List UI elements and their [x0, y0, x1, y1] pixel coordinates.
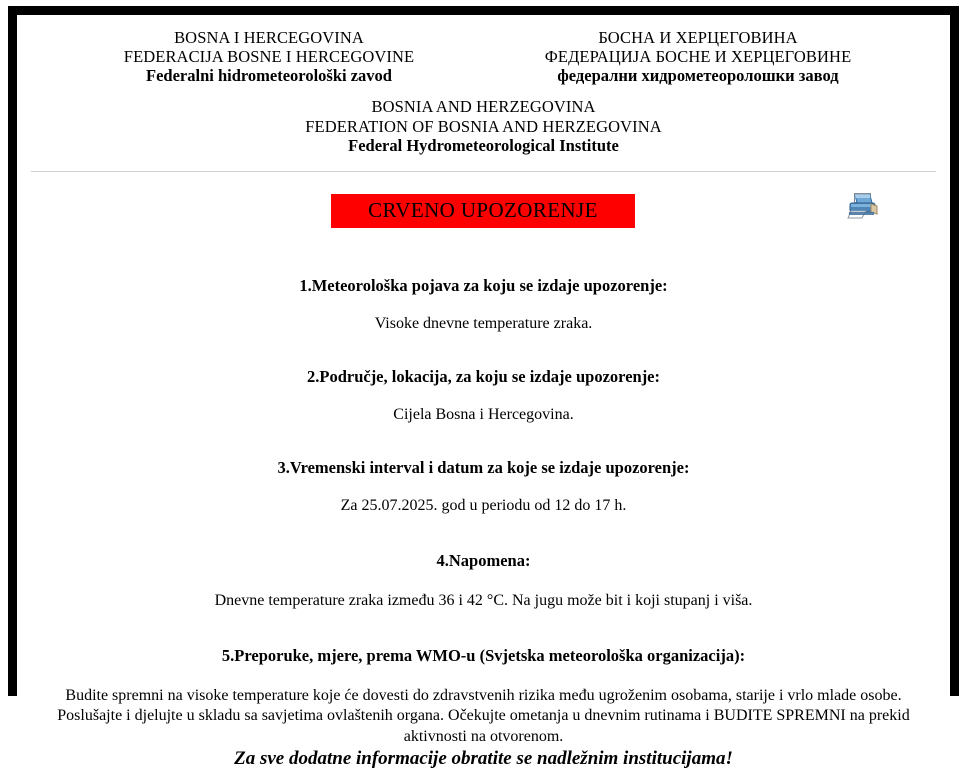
closing-statement: Za sve dodatne informacije obratite se nadležnim institucijama! — [234, 747, 733, 769]
section-5-body: Budite spremni na visoke temperature koje će dovesti do zdravstvenih rizika među ugroženim osobama, starije i vrlo mlade osobe. Poslušajte i djelujte u skladu sa savjetima ovlaštenih organa. Očekujte ometanja u dnevnim rutinama i BUDITE SPREMNI na prekid aktivnosti na otvorenom. — [57, 686, 910, 745]
print-button[interactable] — [835, 188, 891, 232]
institute-name-english: Federal Hydrometeorological Institute — [348, 135, 619, 155]
section-3-heading: 3.Vremenski interval i datum za koje se izdaje upozorenje: — [277, 458, 690, 478]
federation-name-latin: FEDERACIJA BOSNE I HERCEGOVINE — [123, 46, 415, 66]
institution-headers — [17, 15, 950, 85]
warning-section-5 — [43, 646, 924, 770]
section-3-body: Za 25.07.2025. god u periodu od 12 do 17 h. — [340, 497, 627, 515]
section-1-body: Visoke dnevne temperature zraka. — [374, 314, 593, 332]
section-2-body: Cijela Bosna i Hercegovina. — [393, 405, 574, 423]
red-alert-banner[interactable]: CRVENO UPOZORENJE — [331, 194, 635, 228]
document-content — [17, 15, 950, 769]
warning-section-2 — [43, 367, 924, 426]
institution-header-cyrillic — [488, 29, 908, 85]
document-frame — [8, 6, 959, 769]
printer-icon — [846, 192, 880, 227]
country-name-latin: BOSNA I HERCEGOVINA — [174, 28, 364, 47]
institution-header-latin — [59, 29, 479, 85]
warning-section-3 — [43, 458, 924, 517]
federation-name-cyrillic: ФЕДЕРАЦИЈА БОСНЕ И ХЕРЦЕГОВИНЕ — [544, 46, 852, 66]
warning-section-4 — [43, 551, 924, 612]
section-4-body: Dnevne temperature zraka između 36 i 42 °C. Na jugu može bit i koji stupanj i viša. — [214, 592, 753, 610]
institution-header-english — [17, 85, 950, 154]
country-name-english: BOSNIA AND HERZEGOVINA — [371, 97, 596, 117]
section-1-heading: 1.Meteorološka pojava za koju se izdaje upozorenje: — [299, 275, 668, 295]
country-name-cyrillic: БОСНА И ХЕРЦЕГОВИНА — [598, 28, 798, 47]
alert-banner-row — [17, 188, 950, 248]
federation-name-english: FEDERATION OF BOSNIA AND HERZEGOVINA — [305, 116, 662, 136]
warning-sections — [17, 276, 950, 770]
section-2-heading: 2.Područje, lokacija, za koju se izdaje upozorenje: — [306, 366, 661, 386]
institute-name-cyrillic: федерални хидрометеоролошки завод — [557, 65, 839, 85]
header-divider — [31, 171, 936, 172]
section-5-heading: 5.Preporuke, mjere, prema WMO-u (Svjetska meteorološka organizacija): — [221, 645, 746, 665]
warning-section-1 — [43, 276, 924, 335]
section-4-heading: 4.Napomena: — [436, 551, 531, 571]
institute-name-latin: Federalni hidrometeorološki zavod — [146, 65, 392, 85]
